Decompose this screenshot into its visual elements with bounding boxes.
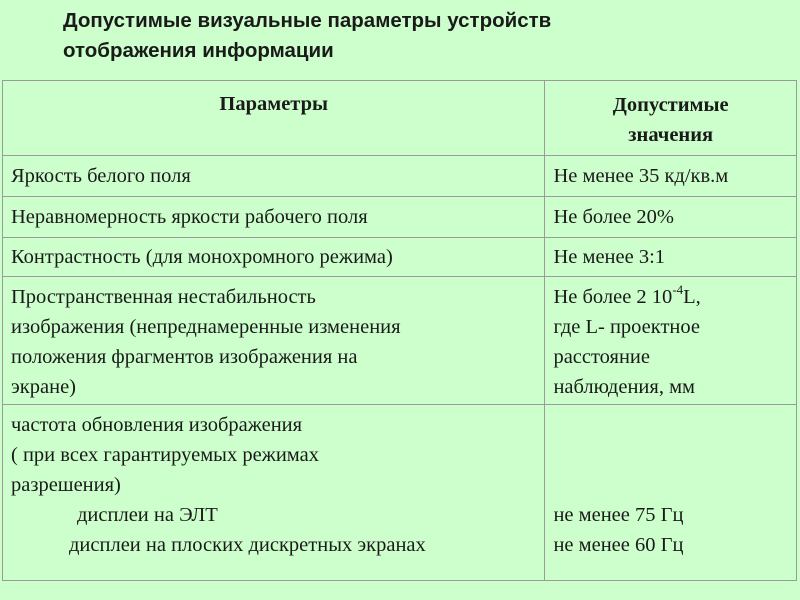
value-exponent: -4 (672, 282, 684, 297)
header-parameters: Параметры (3, 81, 545, 156)
param-cell: Контрастность (для монохромного режима) (3, 238, 545, 277)
param-line-flat: дисплеи на плоских дискретных экранах (69, 534, 426, 556)
value-cell: Не менее 3:1 (545, 238, 797, 277)
value-line: расстояние (553, 346, 651, 368)
param-cell: Неравномерность яркости рабочего поля (3, 197, 545, 238)
value-cell: Не более 20% (545, 197, 797, 238)
param-line: разрешения) (11, 474, 121, 496)
table-row (3, 238, 797, 277)
param-cell (3, 405, 545, 581)
param-line: ( при всех гарантируемых режимах (11, 444, 319, 466)
value-line: где L- проектное (553, 316, 700, 338)
header-allowed-values (545, 81, 797, 156)
table-row (3, 197, 797, 238)
param-cell: Яркость белого поля (3, 156, 545, 197)
value-cell (545, 277, 797, 405)
param-cell (3, 277, 545, 405)
table-row (3, 156, 797, 197)
param-line: изображения (непреднамеренные изменения (11, 316, 401, 338)
title-line-1: Допустимые визуальные параметры устройств (63, 9, 552, 32)
parameters-table (2, 80, 797, 581)
title-line-2: отображения информации (63, 39, 334, 62)
value-line (553, 282, 788, 312)
value-line: не менее 75 Гц (553, 504, 684, 526)
table-row (3, 405, 797, 581)
value-line: не менее 60 Гц (553, 534, 684, 556)
param-line-crt: дисплеи на ЭЛТ (77, 504, 218, 526)
value-cell: Не менее 35 кд/кв.м (545, 156, 797, 197)
value-cell (545, 405, 797, 581)
value-line: наблюдения, мм (553, 376, 696, 398)
table-row (3, 277, 797, 405)
value-prefix: Не более 2 10 (553, 286, 673, 308)
param-line: положения фрагментов изображения на (11, 346, 358, 368)
header-value-line-1: Допустимые (612, 93, 729, 116)
table-header-row (3, 81, 797, 156)
header-value-line-2: значения (628, 123, 714, 146)
param-line: частота обновления изображения (11, 414, 303, 436)
param-line: экране) (11, 376, 77, 398)
page-title (63, 6, 763, 66)
param-line: Пространственная нестабильность (11, 286, 316, 308)
value-suffix: L, (683, 286, 701, 308)
